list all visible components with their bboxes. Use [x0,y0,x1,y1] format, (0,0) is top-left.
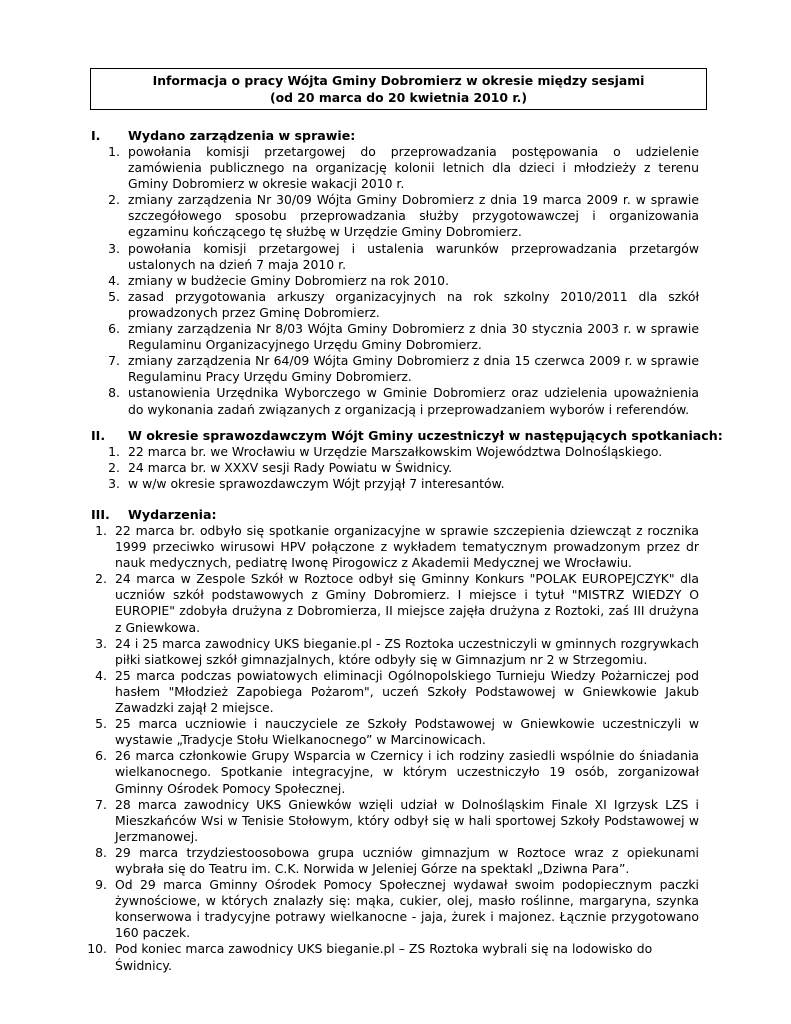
item-number: 6. [108,321,120,337]
section-title: Wydarzenia: [128,507,217,522]
list-item [95,571,699,635]
section-numeral: II. [91,428,106,443]
item-text: 22 marca br. we Wrocławiu w Urzędzie Marszałkowskim Województwa Dolnośląskiego. [128,444,663,459]
list-item [108,144,699,192]
item-text: 25 marca uczniowie i nauczyciele ze Szkoły Podstawowej w Gniewkowie uczestniczyli w wystawie „Tradycje Stołu Wielkanocnego” w Marcinowicach. [115,716,699,748]
item-text: w w/w okresie sprawozdawczym Wójt przyjął 7 interesantów. [128,476,505,492]
item-text: Pod koniec marca zawodnicy UKS bieganie.pl – ZS Roztoka wybrali się na lodowisko do Świdnicy. [115,941,653,973]
item-number: 5. [108,288,120,304]
item-number: 1. [95,523,107,538]
item-number: 4. [108,272,120,288]
item-number: 10. [87,941,107,957]
item-number: 1. [108,144,120,159]
item-text: powołania komisji przetargowej i ustalenia warunków przeprowadzania przetargów ustalonych na dzień 7 maja 2010 r. [128,240,699,272]
item-number: 1. [108,444,120,459]
section-list [108,144,699,418]
list-item [108,476,699,492]
item-number: 3. [108,240,120,256]
item-number: 2. [95,571,107,587]
item-number: 2. [108,192,120,208]
list-item [108,272,699,289]
item-text: 24 marca w Zespole Szkół w Roztoce odbył się Gminny Konkurs "POLAK EUROPEJCZYK" dla uczniów szkół podstawowych z Gminy Dobromierz. I miejsce i tytuł "MISTRZ WIEDZY O EUROPIE" zdobyła drużyna z Dobromierza, II miejsce zajęła drużyna z Roztoki, zaś III drużyna z Gniewkowa. [115,571,699,635]
list-item [108,460,699,476]
item-number: 8. [95,844,107,860]
item-text: ustanowienia Urzędnika Wyborczego w Gminie Dobromierz oraz udzielenia upoważnienia do wykonania zadań związanych z organizacją i przeprowadzaniem wyborów i referendów. [128,385,699,417]
list-item [95,877,699,941]
item-text: 22 marca br. odbyło się spotkanie organizacyjne w sprawie szczepienia dziewcząt z rocznika 1999 przeciwko wirusowi HPV połączone z wykładem tematycznym prowadzonym przez dr nauk medycznych, pediatrę Iwonę Pirogowicz z Akademii Medycznej we Wrocławiu. [115,523,699,571]
item-text: zmiany zarządzenia Nr 64/09 Wójta Gminy Dobromierz z dnia 15 czerwca 2009 r. w sprawie Regulaminu Pracy Urzędu Gminy Dobromierz. [128,353,699,385]
item-number: 5. [95,716,107,732]
item-number: 7. [108,353,120,369]
list-item [95,844,699,877]
list-item [95,716,699,748]
title-box [90,68,707,110]
section-title: Wydano zarządzenia w sprawie: [128,128,356,143]
list-item [95,523,699,571]
list-item [108,444,699,460]
item-text: powołania komisji przetargowej do przeprowadzania postępowania o udzielenie zamówienia publicznego na organizację kolonii letnich dla dzieci i młodzieży z terenu Gminy Dobromierz w okresie wakacji 2010 r. [128,144,699,192]
item-number: 9. [95,877,107,893]
item-text: 26 marca członkowie Grupy Wsparcia w Czernicy i ich rodziny zasiedli wspólnie do śniadania wielkanocnego. Spotkanie integracyjne, w którym uczestniczyło 19 osób, zorganizował Gminny Ośrodek Pomocy Społecznej. [115,748,699,796]
item-text: zasad przygotowania arkuszy organizacyjnych na rok szkolny 2010/2011 dla szkół prowadzonych przez Gminę Dobromierz. [128,288,699,320]
item-text: zmiany w budżecie Gminy Dobromierz na rok 2010. [128,272,450,288]
list-item [95,635,699,668]
item-text: 28 marca zawodnicy UKS Gniewków wzięli udział w Dolnośląskim Finale XI Igrzysk LZS i Mieszkańców Wsi w Tenisie Stołowym, który odbył się w hali sportowej Szkoły Podstawowej w Jerzmanowej. [115,796,699,844]
list-item [108,192,699,240]
list-item [108,385,699,417]
list-item [95,796,699,845]
item-number: 3. [108,476,120,492]
list-item [108,353,699,385]
section-numeral: I. [91,128,101,143]
item-text: 25 marca podczas powiatowych eliminacji Ogólnopolskiego Turnieju Wiedzy Pożarniczej pod hasłem "Młodzież Zapobiega Pożarom", uczeń Szkoły Podstawowej w Gniewkowie Jakub Zawadzki zajął 2 miejsce. [115,667,699,716]
item-text: zmiany zarządzenia Nr 8/03 Wójta Gminy Dobromierz z dnia 30 stycznia 2003 r. w sprawie Regulaminu Organizacyjnego Urzędu Gminy Dobromierz. [128,321,699,353]
item-number: 3. [95,635,107,651]
list-item [87,941,699,973]
section-numeral: III. [91,507,110,522]
list-item [108,240,699,273]
item-text: Od 29 marca Gminny Ośrodek Pomocy Społecznej wydawał swoim podopiecznym paczki żywnościowe, w których znalazły się: mąka, cukier, olej, masło roślinne, margaryna, szynka konserwowa i tradycyjne potrawy wielkanocne - jaja, żurek i majonez. Łącznie przygotowano 160 paczek. [115,877,699,941]
item-text: zmiany zarządzenia Nr 30/09 Wójta Gminy Dobromierz z dnia 19 marca 2009 r. w sprawie szczegółowego sposobu przeprowadzania służby przygotowawczej i organizowania egzaminu kończącego tę służbę w Urzędzie Gminy Dobromierz. [128,192,699,240]
item-text: 24 i 25 marca zawodnicy UKS bieganie.pl - ZS Roztoka uczestniczyli w gminnych rozgrywkach piłki siatkowej szkół gimnazjalnych, które odbyły się w Gimnazjum nr 2 w Strzegomiu. [115,635,699,667]
section-list [87,523,699,974]
item-number: 4. [95,667,107,683]
item-number: 6. [95,748,107,764]
section-title: W okresie sprawozdawczym Wójt Gminy uczestniczył w następujących spotkaniach: [128,428,723,443]
list-item [108,321,699,353]
title-line-1: Informacja o pracy Wójta Gminy Dobromierz w okresie między sesjami [152,73,645,88]
list-item [95,748,699,796]
item-number: 2. [108,460,120,476]
list-item [108,288,699,321]
item-number: 8. [108,385,120,401]
list-item [95,667,699,716]
section-list [108,444,699,492]
item-text: 29 marca trzydziestoosobowa grupa uczniów gimnazjum w Roztoce wraz z opiekunami wybrała się do Teatru im. C.K. Norwida w Jeleniej Górze na spektakl „Dziwna Para”. [115,844,699,876]
item-number: 7. [95,796,107,812]
item-text: 24 marca br. w XXXV sesji Rady Powiatu w Świdnicy. [128,460,453,476]
title-line-2: (od 20 marca do 20 kwietnia 2010 r.) [269,90,528,105]
